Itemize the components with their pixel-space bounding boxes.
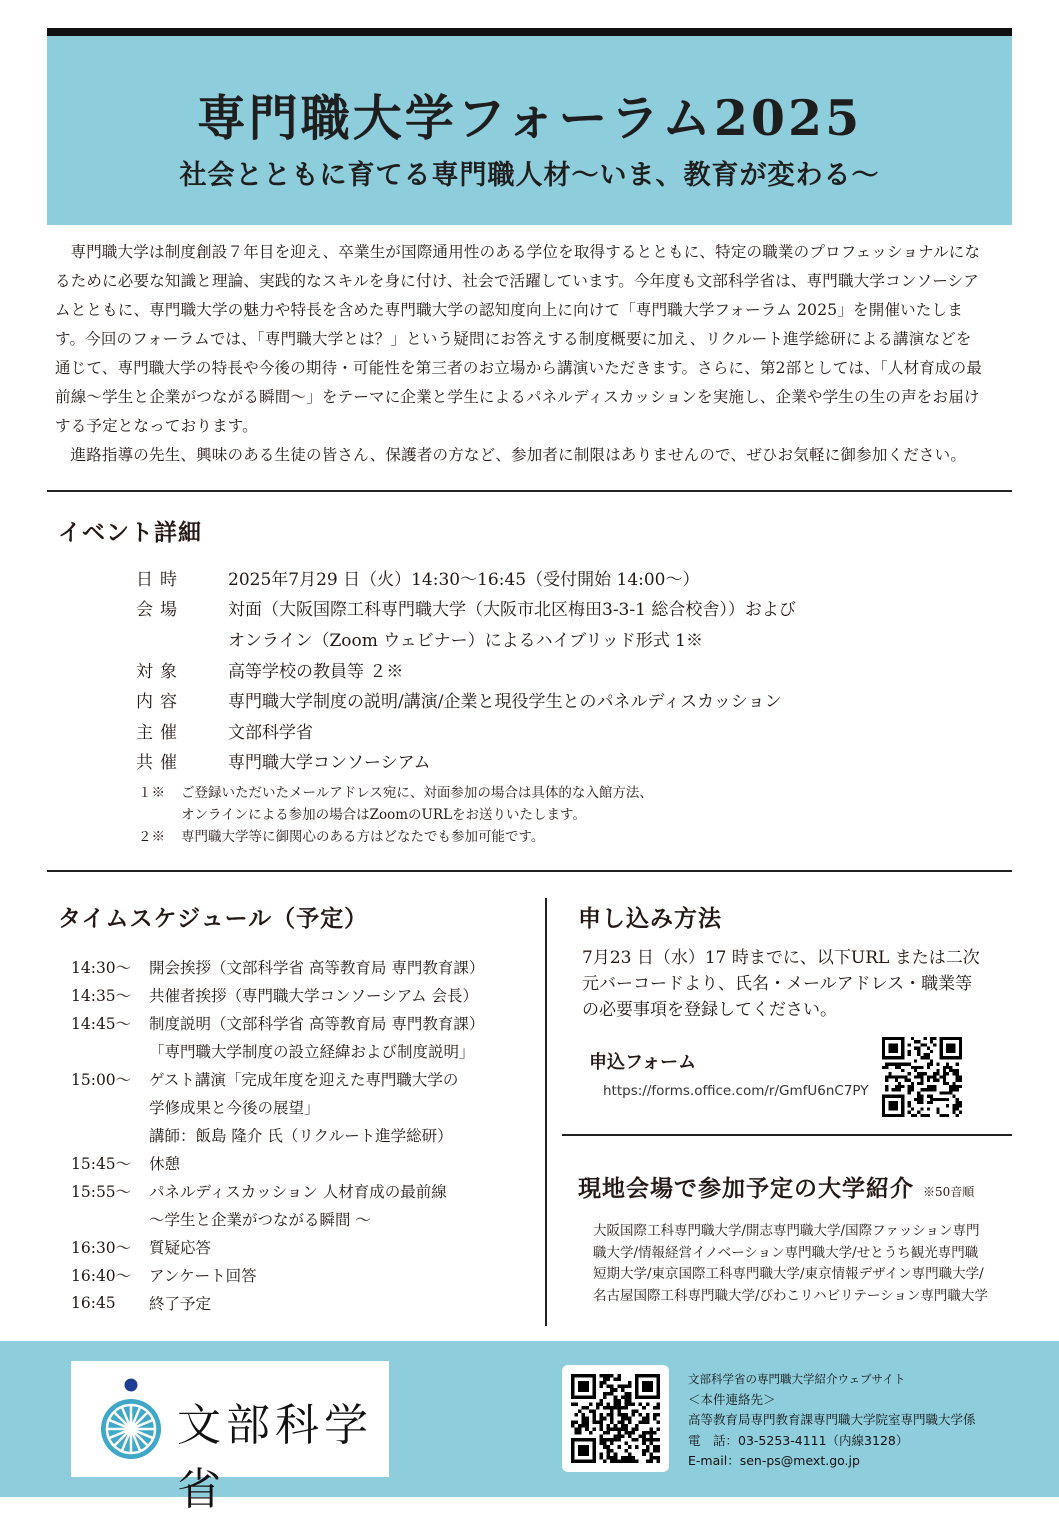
time-schedule: [71, 953, 541, 1317]
apply-instructions: [582, 945, 1007, 1023]
universities-title: [578, 1170, 974, 1203]
contact-line: ＜本件連絡先＞: [688, 1391, 776, 1407]
schedule-row: [71, 1233, 541, 1261]
detail-row: [136, 654, 996, 685]
detail-label: 対象: [136, 661, 184, 682]
schedule-time: 14:30～: [71, 959, 132, 977]
contact-line: 文部科学省の専門職大学紹介ウェブサイト: [688, 1372, 906, 1386]
detail-label: 主催: [136, 722, 184, 743]
detail-value: オンライン（Zoom ウェビナー）によるハイブリッド形式 1※: [228, 630, 703, 651]
intro-line: ムとともに、専門職大学の魅力や特長を含めた専門職大学の認知度向上に向けて「専門職大学フォーラム 2025」を開催いたしま: [55, 301, 963, 319]
logo-text: 文部科学省: [177, 1400, 373, 1515]
note: [138, 782, 653, 804]
schedule-time: 15:45～: [71, 1155, 132, 1173]
divider: [562, 1134, 1012, 1136]
schedule-row: [71, 1261, 541, 1289]
detail-value: 専門職大学コンソーシアム: [228, 753, 431, 774]
schedule-time: 14:35～: [71, 987, 132, 1005]
note-text: ご登録いただいたメールアドレス宛に、対面参加の場合は具体的な入館方法、: [181, 785, 653, 801]
detail-row: [136, 715, 996, 746]
intro-line: 前線～学生と企業がつながる瞬間～」をテーマに企業と学生によるパネルディスカッションを実施し、企業や学生の生の声をお届け: [55, 388, 980, 406]
schedule-text: 質疑応答: [149, 1239, 212, 1257]
mext-emblem-icon: [95, 1375, 167, 1463]
schedule-row: [71, 1149, 541, 1177]
schedule-text: ゲスト講演「完成年度を迎えた専門職大学の: [149, 1071, 459, 1089]
detail-value: 文部科学省: [228, 722, 313, 743]
detail-row: [136, 593, 996, 624]
divider: [47, 490, 1012, 492]
detail-label: 日時: [136, 569, 184, 590]
schedule-row: [71, 1205, 541, 1233]
form-qr-code[interactable]: [882, 1037, 962, 1117]
schedule-text: ～学生と企業がつながる瞬間 ～: [149, 1211, 371, 1229]
schedule-text: アンケート回答: [149, 1267, 257, 1285]
schedule-time: 15:00～: [71, 1071, 132, 1089]
schedule-row: [71, 953, 541, 981]
schedule-text: 終了予定: [149, 1295, 212, 1313]
universities-list: [593, 1221, 1018, 1307]
intro-line: 通じて、専門職大学の特長や今後の期待・可能性を第三者のお立場から講演いただきます。さらに、第2部としては、「人材育成の最: [55, 359, 983, 377]
contact-email[interactable]: E-mail：sen-ps@mext.go.jp: [688, 1453, 860, 1468]
note-mark: [138, 804, 181, 826]
universities-note: ※50音順: [923, 1185, 975, 1199]
form-label: 申込フォーム: [589, 1052, 697, 1073]
university-line: 職大学/情報経営イノベーション専門職大学/せとうち観光専門職: [593, 1244, 979, 1261]
website-qr-code[interactable]: [571, 1374, 660, 1463]
apply-title: 申し込み方法: [578, 905, 722, 932]
schedule-row: [71, 981, 541, 1009]
note: [138, 826, 653, 848]
detail-label: 内容: [136, 692, 184, 713]
schedule-text: 共催者挨拶（専門職大学コンソーシアム 会長）: [149, 987, 479, 1005]
details-title: イベント詳細: [58, 519, 202, 546]
schedule-row: [71, 1177, 541, 1205]
university-line: 大阪国際工科専門職大学/開志専門職大学/国際ファッション専門: [593, 1223, 980, 1239]
detail-value: 高等学校の教員等 ２※: [228, 661, 404, 682]
detail-label: 共催: [136, 753, 184, 774]
note-text: 専門職大学等に御関心のある方はどなたでも参加可能です。: [181, 829, 545, 845]
detail-label: 会場: [136, 600, 184, 621]
schedule-text: 学修成果と今後の展望」: [149, 1099, 320, 1117]
intro-line: るために必要な知識と理論、実践的なスキルを身に付け、社会で活躍しています。今年度も文部科学省は、専門職大学コンソーシア: [55, 272, 979, 290]
form-url-link[interactable]: https://forms.office.com/r/GmfU6nC7PY: [603, 1083, 869, 1099]
schedule-time: 16:40～: [71, 1267, 132, 1285]
detail-value: 対面（大阪国際工科専門職大学（大阪市北区梅田3-3-1 総合校舎））および: [228, 600, 796, 621]
schedule-row: [71, 1065, 541, 1093]
detail-value: 2025年7月29 日（火）14:30～16:45（受付開始 14:00～）: [228, 569, 700, 590]
intro-line: 専門職大学は制度創設７年目を迎え、卒業生が国際通用性のある学位を取得するとともに、特定の職業のプロフェッショナルにな: [70, 243, 981, 261]
schedule-text: 制度説明（文部科学省 高等教育局 専門教育課）: [149, 1015, 485, 1033]
contact-line: 電 話：03-5253-4111（内線3128）: [688, 1432, 909, 1448]
university-line: 名古屋国際工科専門職大学/びわこリハビリテーション専門職大学: [593, 1287, 988, 1304]
detail-row: [136, 623, 996, 654]
intro-paragraph-2: 進路指導の先生、興味のある生徒の皆さん、保護者の方など、参加者に制限はありませんので、ぜひお気軽に御参加ください。: [70, 446, 967, 464]
column-divider: [545, 898, 547, 1326]
schedule-text: 講師：飯島 隆介 氏（リクルート進学総研）: [149, 1127, 453, 1145]
event-details: [136, 562, 996, 776]
page-subtitle: 社会とともに育てる専門職人材～いま、教育が変わる～: [179, 160, 880, 191]
intro-text: [55, 238, 1007, 470]
detail-value: 専門職大学制度の説明/講演/企業と現役学生とのパネルディスカッション: [228, 692, 782, 713]
schedule-row: [71, 1289, 541, 1317]
contact-line: 高等教育局専門教育課専門職大学院室専門職大学係: [688, 1412, 976, 1427]
divider: [47, 870, 1012, 872]
contact-info: [688, 1369, 976, 1472]
page-title: 専門職大学フォーラム2025: [196, 89, 863, 147]
intro-line: す。今回のフォーラムでは、「専門職大学とは？」という疑問にお答えする制度概要に加え、リクルート進学総研による講演などを: [55, 330, 972, 348]
schedule-time: 14:45～: [71, 1015, 132, 1033]
apply-line: の必要事項を登録してください。: [582, 1000, 837, 1020]
schedule-time: 15:55～: [71, 1183, 132, 1201]
apply-line: 元バーコードより、氏名・メールアドレス・職業等: [582, 974, 973, 994]
schedule-row: [71, 1121, 541, 1149]
header-top-bar: [47, 28, 1012, 36]
detail-notes: [138, 782, 653, 848]
schedule-text: 開会挨拶（文部科学省 高等教育局 専門教育課）: [149, 959, 485, 977]
schedule-text: 「専門職大学制度の設立経緯および制度説明」: [149, 1043, 475, 1061]
schedule-text: パネルディスカッション 人材育成の最前線: [149, 1183, 447, 1201]
schedule-row: [71, 1093, 541, 1121]
note-mark: ２※: [138, 829, 165, 845]
schedule-row: [71, 1037, 541, 1065]
schedule-time: 16:30～: [71, 1239, 132, 1257]
detail-row: [136, 746, 996, 777]
schedule-title: タイムスケジュール（予定）: [58, 905, 369, 932]
schedule-text: 休憩: [149, 1155, 181, 1173]
detail-row: [136, 684, 996, 715]
note-mark: １※: [138, 785, 165, 801]
university-line: 短期大学/東京国際工科専門職大学/東京情報デザイン専門職大学/: [593, 1266, 984, 1282]
header-banner: [47, 36, 1012, 225]
note-text: オンラインによる参加の場合はZoomのURLをお送りいたします。: [181, 807, 586, 823]
note: [138, 804, 653, 826]
intro-line: する予定となっております。: [55, 417, 258, 435]
mext-logo: [71, 1361, 389, 1515]
apply-line: 7月23 日（水）17 時までに、以下URL または二次: [582, 948, 980, 968]
universities-title-text: 現地会場で参加予定の大学紹介: [578, 1175, 914, 1202]
schedule-row: [71, 1009, 541, 1037]
schedule-time: 16:45: [71, 1294, 116, 1312]
detail-row: [136, 562, 996, 593]
